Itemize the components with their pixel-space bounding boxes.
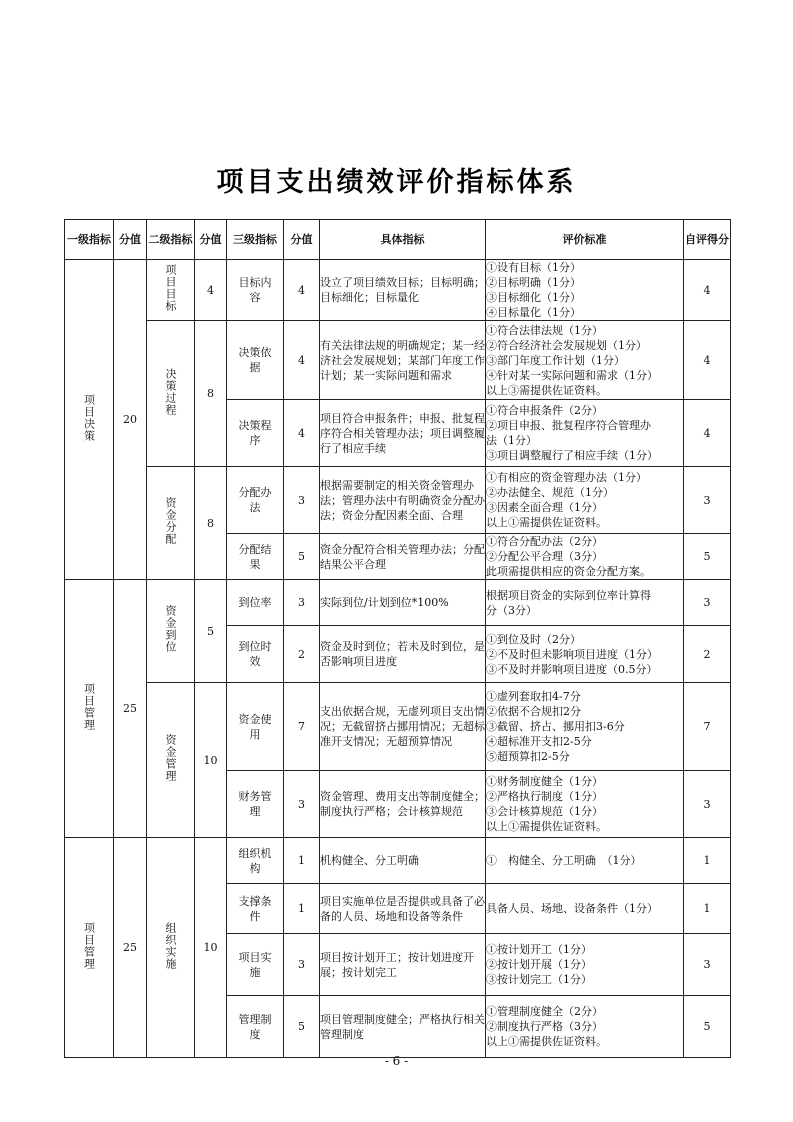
evaluation-criteria bbox=[486, 626, 684, 683]
table-body bbox=[65, 260, 731, 1058]
criteria-line: 以上①需提供佐证资料。 bbox=[486, 1035, 607, 1048]
level3-score: 3 bbox=[284, 934, 320, 996]
criteria-line: ②不及时但未影响项目进度（1分） bbox=[486, 647, 658, 661]
evaluation-criteria bbox=[486, 996, 684, 1058]
table-row bbox=[65, 467, 731, 534]
criteria-line: ①有相应的资金管理办法（1分） bbox=[486, 471, 647, 484]
level3-indicator: 财务管理 bbox=[227, 771, 284, 838]
level2-indicator: 组织实施 bbox=[164, 921, 177, 970]
specific-indicator: 支出依据合规，无虚列项目支出情况；无截留挤占挪用情况；无超标准开支情况；无超预算情况 bbox=[320, 683, 486, 771]
self-score: 3 bbox=[684, 467, 731, 534]
criteria-line: 此项需提供相应的资金分配方案。 bbox=[486, 565, 651, 578]
self-score: 3 bbox=[684, 580, 731, 626]
criteria-line: ④目标量化（1分） bbox=[486, 306, 581, 319]
level2-score: 5 bbox=[195, 580, 227, 683]
header-level3: 三级指标 bbox=[227, 220, 284, 260]
criteria-line: 以上①需提供佐证资料。 bbox=[486, 820, 607, 833]
level1-score: 25 bbox=[114, 580, 147, 838]
level3-score: 3 bbox=[284, 580, 320, 626]
level2-indicator-cell bbox=[147, 580, 195, 683]
level3-indicator: 管理制度 bbox=[227, 996, 284, 1058]
self-score: 2 bbox=[684, 626, 731, 683]
level1-indicator-cell bbox=[65, 580, 114, 838]
criteria-line: ③按计划完工（1分） bbox=[486, 973, 592, 986]
criteria-line: ③不及时并影响项目进度（0.5分） bbox=[486, 662, 658, 676]
level2-indicator-cell bbox=[147, 321, 195, 467]
criteria-line: ②按计划开展（1分） bbox=[486, 958, 592, 971]
level3-indicator: 项目实施 bbox=[227, 934, 284, 996]
level1-score: 20 bbox=[114, 260, 147, 580]
criteria-line: ②制度执行严格（3分） bbox=[486, 1020, 603, 1033]
specific-indicator: 根据需要制定的相关资金管理办法；管理办法中有明确资金分配办法；资金分配因素全面、合理 bbox=[320, 467, 486, 534]
header-row bbox=[65, 220, 731, 260]
specific-indicator: 资金分配符合相关管理办法；分配结果公平合理 bbox=[320, 534, 486, 580]
self-score: 1 bbox=[684, 838, 731, 884]
self-score: 3 bbox=[684, 934, 731, 996]
evaluation-criteria bbox=[486, 838, 684, 884]
specific-indicator: 机构健全、分工明确 bbox=[320, 838, 486, 884]
page-title: 项目支出绩效评价指标体系 bbox=[216, 167, 577, 198]
criteria-line: ②办法健全、规范（1分） bbox=[486, 486, 614, 499]
level3-score: 5 bbox=[284, 534, 320, 580]
criteria-line: ③会计核算规范（1分） bbox=[486, 805, 603, 818]
criteria-line: ①管理制度健全（2分） bbox=[486, 1005, 603, 1018]
level2-score: 4 bbox=[195, 260, 227, 321]
criteria-line: ①符合法律法规（1分） bbox=[486, 323, 603, 337]
level3-indicator: 分配结果 bbox=[227, 534, 284, 580]
level3-indicator: 决策程序 bbox=[227, 400, 284, 467]
specific-indicator: 实际到位/计划到位*100% bbox=[320, 580, 486, 626]
header-score3: 分值 bbox=[284, 220, 320, 260]
header-self-score: 自评得分 bbox=[684, 220, 731, 260]
self-score: 4 bbox=[684, 400, 731, 467]
table-row bbox=[65, 321, 731, 400]
level2-score: 10 bbox=[195, 683, 227, 838]
self-score: 4 bbox=[684, 321, 731, 400]
level3-indicator: 资金使用 bbox=[227, 683, 284, 771]
specific-indicator: 资金管理、费用支出等制度健全；制度执行严格；会计核算规范 bbox=[320, 771, 486, 838]
level2-indicator: 资金到位 bbox=[164, 605, 177, 653]
level3-score: 7 bbox=[284, 683, 320, 771]
level1-indicator-cell bbox=[65, 260, 114, 580]
criteria-line: ①虚列套取扣4-7分 bbox=[486, 690, 581, 703]
evaluation-criteria bbox=[486, 683, 684, 771]
header-specific: 具体指标 bbox=[320, 220, 486, 260]
criteria-line: ⑤超预算扣2-5分 bbox=[486, 750, 570, 763]
criteria-line: ②依据不合规扣2分 bbox=[486, 705, 581, 718]
header-score1: 分值 bbox=[114, 220, 147, 260]
table-row bbox=[65, 683, 731, 771]
level3-indicator: 到位率 bbox=[227, 580, 284, 626]
criteria-line: ③目标细化（1分） bbox=[486, 291, 581, 304]
evaluation-criteria bbox=[486, 771, 684, 838]
criteria-line: 以上③需提供佐证资料。 bbox=[486, 383, 607, 397]
table-row bbox=[65, 260, 731, 321]
level2-indicator-cell bbox=[147, 260, 195, 321]
header-level1: 一级指标 bbox=[65, 220, 114, 260]
criteria-line: ④针对某一实际问题和需求（1分） bbox=[486, 368, 658, 382]
table-row bbox=[65, 838, 731, 884]
level2-indicator: 决策过程 bbox=[164, 367, 177, 416]
criteria-line: ④超标准开支扣2-5分 bbox=[486, 735, 592, 748]
header-level2: 二级指标 bbox=[147, 220, 195, 260]
level1-indicator: 项目管理 bbox=[82, 682, 96, 731]
level3-indicator: 支撑条件 bbox=[227, 884, 284, 934]
specific-indicator: 项目按计划开工；按计划进度开展；按计划完工 bbox=[320, 934, 486, 996]
evaluation-criteria bbox=[486, 321, 684, 400]
level2-score: 8 bbox=[195, 321, 227, 467]
criteria-line: ②项目申报、批复程序符合管理办 bbox=[486, 419, 651, 432]
evaluation-criteria bbox=[486, 580, 684, 626]
evaluation-criteria bbox=[486, 467, 684, 534]
criteria-line: 法（1分） bbox=[486, 434, 537, 447]
specific-indicator: 设立了项目绩效目标；目标明确；目标细化；目标量化 bbox=[320, 260, 486, 321]
evaluation-criteria bbox=[486, 400, 684, 467]
page-number: - 6 - bbox=[384, 1054, 409, 1068]
level2-score: 8 bbox=[195, 467, 227, 580]
criteria-line: 分（3分） bbox=[486, 603, 537, 617]
level1-indicator: 项目决策 bbox=[82, 393, 96, 442]
level1-indicator: 项目管理 bbox=[82, 921, 96, 970]
evaluation-criteria bbox=[486, 534, 684, 580]
self-score: 4 bbox=[684, 260, 731, 321]
criteria-line: ①财务制度健全（1分） bbox=[486, 775, 603, 788]
criteria-line: ③项目调整履行了相应手续（1分） bbox=[486, 449, 658, 462]
criteria-line: ① 构健全、分工明确 （1分） bbox=[486, 854, 642, 867]
header-score2: 分值 bbox=[195, 220, 227, 260]
level2-indicator: 资金分配 bbox=[164, 497, 177, 545]
level3-score: 4 bbox=[284, 321, 320, 400]
specific-indicator: 资金及时到位；若未及时到位，是否影响项目进度 bbox=[320, 626, 486, 683]
level2-score: 10 bbox=[195, 838, 227, 1058]
criteria-line: ②分配公平合理（3分） bbox=[486, 550, 603, 563]
self-score: 7 bbox=[684, 683, 731, 771]
level2-indicator-cell bbox=[147, 838, 195, 1058]
level3-score: 1 bbox=[284, 838, 320, 884]
level3-score: 2 bbox=[284, 626, 320, 683]
self-score: 5 bbox=[684, 996, 731, 1058]
indicator-table bbox=[64, 219, 731, 1058]
criteria-line: ①符合分配办法（2分） bbox=[486, 535, 603, 548]
criteria-line: ③截留、挤占、挪用扣3-6分 bbox=[486, 720, 625, 733]
criteria-line: ①设有目标（1分） bbox=[486, 261, 581, 274]
criteria-line: ①符合申报条件（2分） bbox=[486, 404, 603, 417]
criteria-line: ②符合经济社会发展规划（1分） bbox=[486, 338, 647, 352]
table-row bbox=[65, 580, 731, 626]
criteria-line: 根据项目资金的实际到位率计算得 bbox=[486, 588, 651, 602]
criteria-line: ③因素全面合理（1分） bbox=[486, 501, 603, 514]
level3-indicator: 组织机构 bbox=[227, 838, 284, 884]
evaluation-criteria bbox=[486, 934, 684, 996]
level2-indicator-cell bbox=[147, 467, 195, 580]
specific-indicator: 项目管理制度健全；严格执行相关管理制度 bbox=[320, 996, 486, 1058]
self-score: 3 bbox=[684, 771, 731, 838]
criteria-line: ①按计划开工（1分） bbox=[486, 943, 592, 956]
level2-indicator: 项目目标 bbox=[164, 264, 177, 312]
level1-indicator-cell bbox=[65, 838, 114, 1058]
level3-score: 3 bbox=[284, 467, 320, 534]
header-criteria: 评价标准 bbox=[486, 220, 684, 260]
criteria-line: ②严格执行制度（1分） bbox=[486, 790, 603, 803]
evaluation-criteria bbox=[486, 260, 684, 321]
level3-score: 4 bbox=[284, 400, 320, 467]
level3-score: 5 bbox=[284, 996, 320, 1058]
criteria-line: ③部门年度工作计划（1分） bbox=[486, 353, 625, 367]
level3-indicator: 决策依据 bbox=[227, 321, 284, 400]
level2-indicator: 资金管理 bbox=[164, 734, 177, 782]
self-score: 1 bbox=[684, 884, 731, 934]
level3-indicator: 目标内容 bbox=[227, 260, 284, 321]
self-score: 5 bbox=[684, 534, 731, 580]
level3-score: 3 bbox=[284, 771, 320, 838]
criteria-line: ②目标明确（1分） bbox=[486, 276, 581, 289]
criteria-line: 具备人员、场地、设备条件（1分） bbox=[486, 902, 658, 915]
specific-indicator: 项目符合申报条件；申报、批复程序符合相关管理办法；项目调整履行了相应手续 bbox=[320, 400, 486, 467]
level3-indicator: 到位时效 bbox=[227, 626, 284, 683]
level3-indicator: 分配办法 bbox=[227, 467, 284, 534]
specific-indicator: 有关法律法规的明确规定；某一经济社会发展规划；某部门年度工作计划；某一实际问题和需求 bbox=[320, 321, 486, 400]
level1-score: 25 bbox=[114, 838, 147, 1058]
criteria-line: 以上①需提供佐证资料。 bbox=[486, 516, 607, 529]
specific-indicator: 项目实施单位是否提供或具备了必备的人员、场地和设备等条件 bbox=[320, 884, 486, 934]
level2-indicator-cell bbox=[147, 683, 195, 838]
criteria-line: ①到位及时（2分） bbox=[486, 632, 581, 646]
level3-score: 4 bbox=[284, 260, 320, 321]
evaluation-criteria bbox=[486, 884, 684, 934]
level3-score: 1 bbox=[284, 884, 320, 934]
